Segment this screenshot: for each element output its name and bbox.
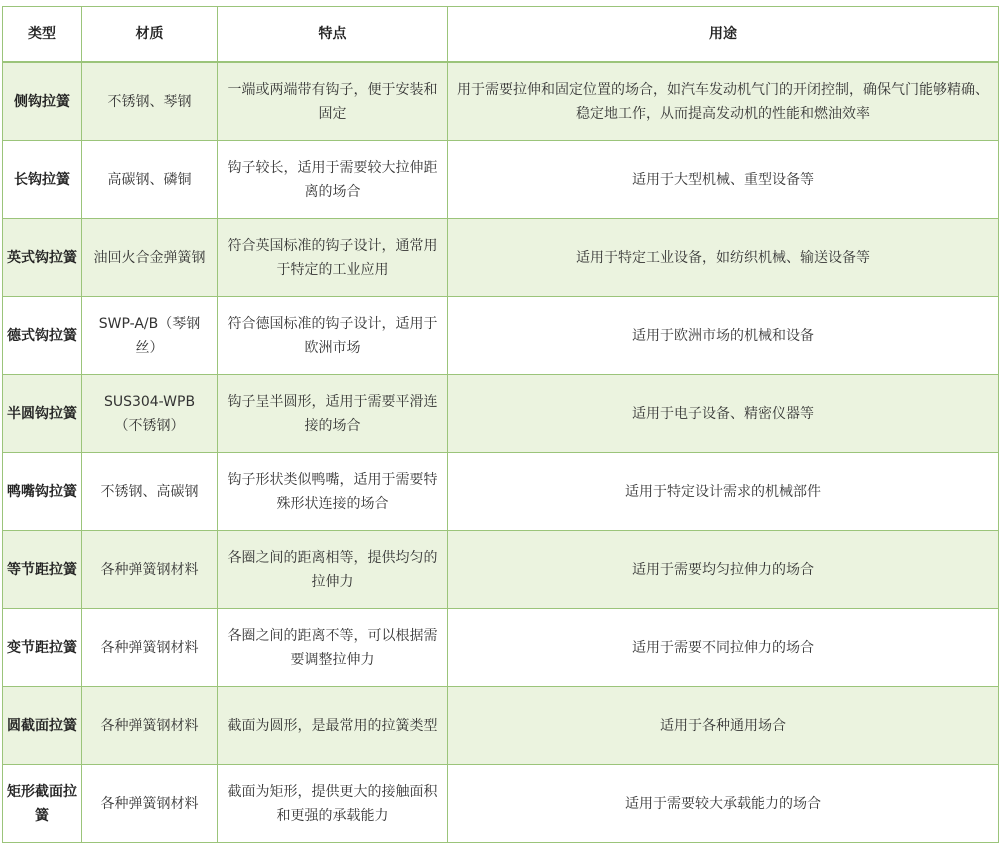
cell-feature: 钩子呈半圆形，适用于需要平滑连接的场合 (218, 375, 448, 453)
table-header-row (3, 7, 999, 63)
cell-usage: 适用于特定设计需求的机械部件 (448, 453, 999, 531)
cell-type: 变节距拉簧 (3, 609, 82, 687)
spring-types-table-container (2, 6, 999, 843)
cell-usage: 用于需要拉伸和固定位置的场合，如汽车发动机气门的开闭控制，确保气门能够精确、稳定地工作，从而提高发动机的性能和燃油效率 (448, 62, 999, 141)
table-row (3, 375, 999, 453)
cell-usage: 适用于电子设备、精密仪器等 (448, 375, 999, 453)
cell-usage: 适用于需要均匀拉伸力的场合 (448, 531, 999, 609)
spring-types-table (2, 6, 999, 843)
cell-usage: 适用于特定工业设备，如纺织机械、输送设备等 (448, 219, 999, 297)
header-type: 类型 (3, 7, 82, 63)
table-row (3, 62, 999, 141)
cell-type: 圆截面拉簧 (3, 687, 82, 765)
cell-material: 不锈钢、琴钢 (82, 62, 218, 141)
cell-material: 各种弹簧钢材料 (82, 765, 218, 843)
cell-feature: 钩子较长，适用于需要较大拉伸距离的场合 (218, 141, 448, 219)
cell-usage: 适用于大型机械、重型设备等 (448, 141, 999, 219)
cell-feature: 截面为圆形，是最常用的拉簧类型 (218, 687, 448, 765)
cell-type: 德式钩拉簧 (3, 297, 82, 375)
cell-type: 鸭嘴钩拉簧 (3, 453, 82, 531)
table-row (3, 141, 999, 219)
table-row (3, 453, 999, 531)
cell-material: 油回火合金弹簧钢 (82, 219, 218, 297)
header-feature: 特点 (218, 7, 448, 63)
table-row (3, 531, 999, 609)
cell-feature: 截面为矩形，提供更大的接触面积和更强的承载能力 (218, 765, 448, 843)
table-row (3, 609, 999, 687)
cell-type: 侧钩拉簧 (3, 62, 82, 141)
cell-material: 高碳钢、磷铜 (82, 141, 218, 219)
cell-material: 各种弹簧钢材料 (82, 687, 218, 765)
cell-material: SWP-A/B（琴钢丝） (82, 297, 218, 375)
cell-type: 等节距拉簧 (3, 531, 82, 609)
cell-feature: 各圈之间的距离不等，可以根据需要调整拉伸力 (218, 609, 448, 687)
header-material: 材质 (82, 7, 218, 63)
cell-usage: 适用于需要较大承载能力的场合 (448, 765, 999, 843)
cell-material: 各种弹簧钢材料 (82, 609, 218, 687)
cell-feature: 符合英国标准的钩子设计，通常用于特定的工业应用 (218, 219, 448, 297)
cell-usage: 适用于各种通用场合 (448, 687, 999, 765)
table-row (3, 219, 999, 297)
cell-usage: 适用于需要不同拉伸力的场合 (448, 609, 999, 687)
cell-material: 各种弹簧钢材料 (82, 531, 218, 609)
cell-feature: 符合德国标准的钩子设计，适用于欧洲市场 (218, 297, 448, 375)
cell-feature: 一端或两端带有钩子，便于安装和固定 (218, 62, 448, 141)
table-row (3, 687, 999, 765)
cell-material: SUS304-WPB（不锈钢） (82, 375, 218, 453)
table-row (3, 765, 999, 843)
cell-type: 英式钩拉簧 (3, 219, 82, 297)
cell-feature: 各圈之间的距离相等，提供均匀的拉伸力 (218, 531, 448, 609)
cell-type: 长钩拉簧 (3, 141, 82, 219)
table-row (3, 297, 999, 375)
cell-usage: 适用于欧洲市场的机械和设备 (448, 297, 999, 375)
cell-material: 不锈钢、高碳钢 (82, 453, 218, 531)
cell-type: 矩形截面拉簧 (3, 765, 82, 843)
cell-feature: 钩子形状类似鸭嘴，适用于需要特殊形状连接的场合 (218, 453, 448, 531)
header-usage: 用途 (448, 7, 999, 63)
cell-type: 半圆钩拉簧 (3, 375, 82, 453)
